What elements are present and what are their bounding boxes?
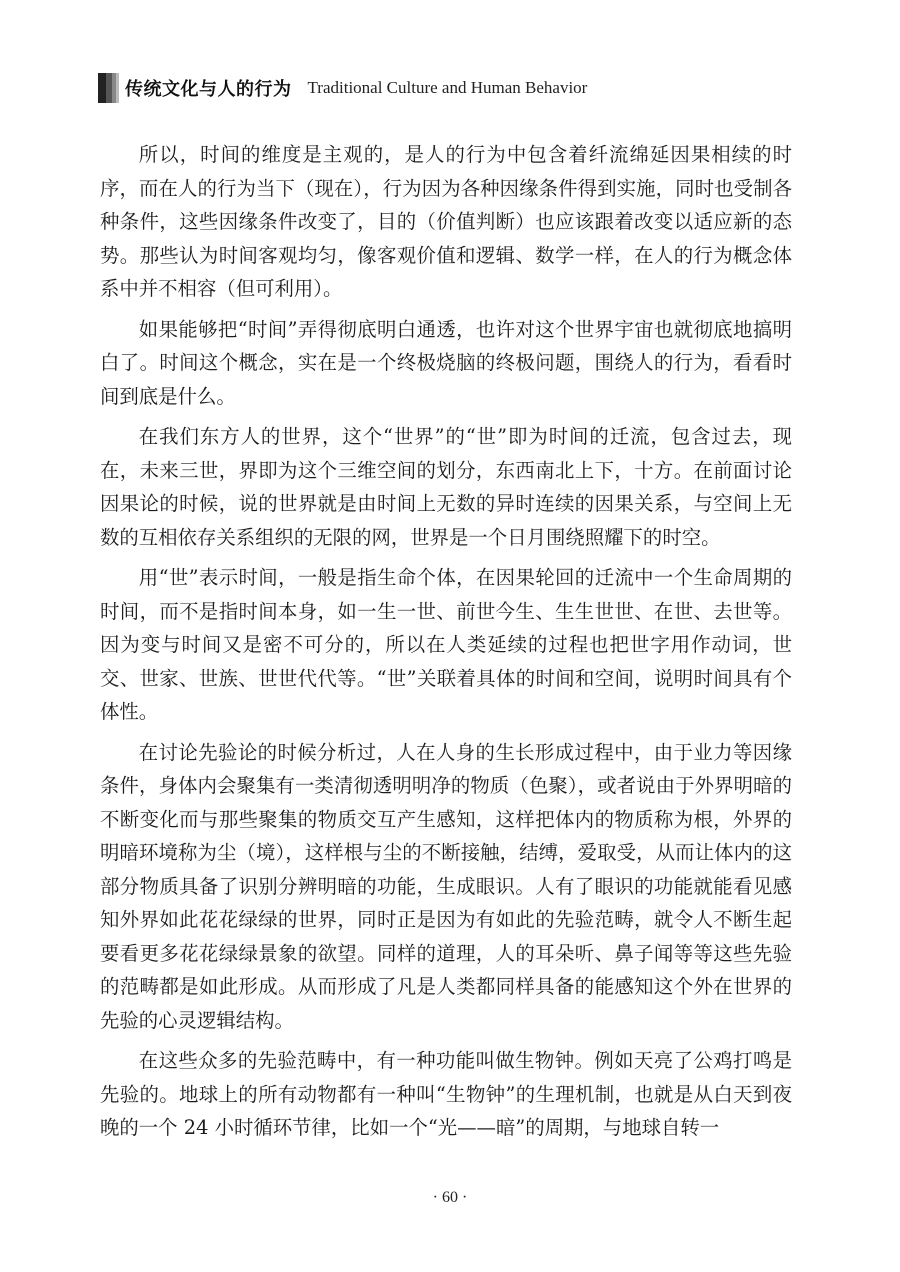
header-bar-segment <box>116 73 119 103</box>
header-bar-segment <box>98 73 106 103</box>
paragraph: 在我们东方人的世界，这个“世界”的“世”即为时间的迁流，包含过去，现在，未来三世，界即为这个三维空间的划分，东西南北上下，十方。在前面讨论因果论的时候，说的世界就是由时间上无数的异时连续的因果关系，与空间上无数的互相依存关系组织的无限的网，世界是一个日月围绕照耀下的时空。 <box>100 425 792 549</box>
paragraph: 如果能够把“时间”弄得彻底明白通透，也许对这个世界宇宙也就彻底地搞明白了。时间这个概念，实在是一个终极烧脑的终极问题，围绕人的行为，看看时间到底是什么。 <box>100 317 792 408</box>
header-bar-mark <box>98 73 119 103</box>
paragraph: 在这些众多的先验范畴中，有一种功能叫做生物钟。例如天亮了公鸡打鸣是先验的。地球上的所有动物都有一种叫“生物钟”的生理机制，也就是从白天到夜晚的一个 24 小时循环节律，比如一个“光——暗”的周期，与地球自转一 <box>100 1049 792 1139</box>
page-number: · 60 · <box>432 1189 468 1206</box>
paragraph: 在讨论先验论的时候分析过，人在人身的生长形成过程中，由于业力等因缘条件，身体内会聚集有一类清彻透明明净的物质（色聚），或者说由于外界明暗的不断变化而与那些聚集的物质交互产生感知，这样把体内的物质称为根，外界的明暗环境称为尘（境），这样根与尘的不断接触，结缚，爱取受，从而让体内的这部分物质具备了识别分辨明暗的功能，生成眼识。人有了眼识的功能就能看见感知外界如此花花绿绿的世界，同时正是因为有如此的先验范畴，就令人不断生起要看更多花花绿绿景象的欲望。同样的道理，人的耳朵听、鼻子闻等等这些先验的范畴都是如此形成。从而形成了凡是人类都同样具备的能感知这个外在世界的先验的心灵逻辑结构。 <box>100 740 792 1032</box>
header-title-chinese: 传统文化与人的行为 <box>125 79 292 100</box>
body-text <box>100 138 792 1152</box>
paragraph: 用“世”表示时间，一般是指生命个体，在因果轮回的迁流中一个生命周期的时间，而不是指时间本身，如一生一世、前世今生、生生世世、在世、去世等。因为变与时间又是密不可分的，所以在人类延续的过程也把世字用作动词，世交、世家、世族、世世代代等。“世”关联着具体的时间和空间，说明时间具有个体性。 <box>100 566 792 723</box>
header-title-english: Traditional Culture and Human Behavior <box>307 78 588 97</box>
paragraph: 所以，时间的维度是主观的，是人的行为中包含着纤流绵延因果相续的时序，而在人的行为当下（现在），行为因为各种因缘条件得到实施，同时也受制各种条件，这些因缘条件改变了，目的（价值判断）也应该跟着改变以适应新的态势。那些认为时间客观均匀，像客观价值和逻辑、数学一样，在人的行为概念体系中并不相容（但可利用）。 <box>100 143 792 300</box>
running-header <box>98 73 587 103</box>
